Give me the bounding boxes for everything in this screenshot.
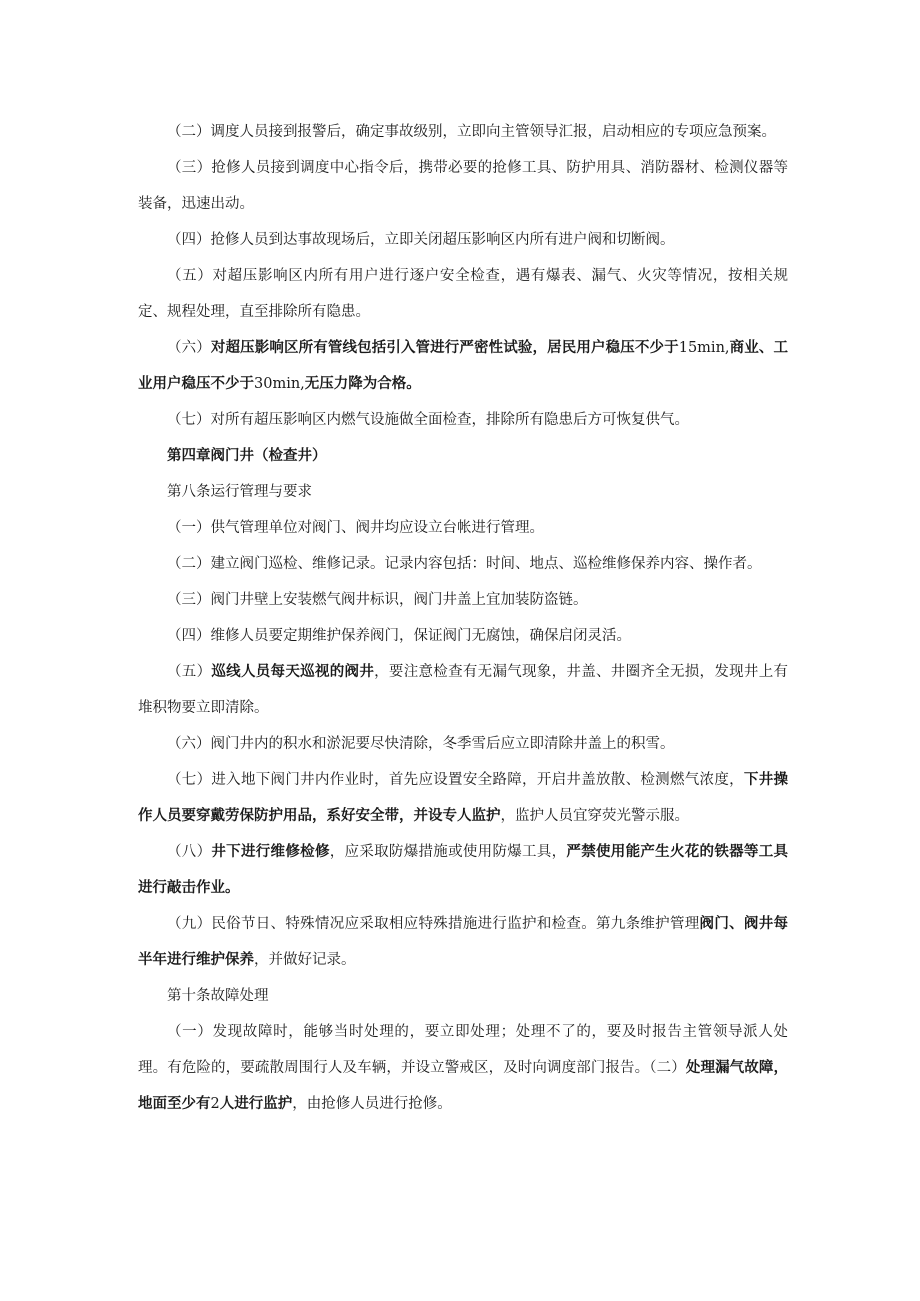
paragraph-emergency-plan: （二）调度人员接到报警后，确定事故级别，立即向主管领导汇报，启动相应的专项应急预案。	[167, 124, 776, 140]
paragraph-fault-handling: （一）发现故障时，能够当时处理的，要立即处理；处理不了的，要及时报告主管领导派人处理。有危险的，要疏散周围行人及车辆，并设立警戒区，及时向调度部门报告。（二）处理漏气故障，地面至少有2人进行监护，由抢修人员进行抢修。	[138, 1024, 789, 1112]
paragraph-close-valves: （四）抢修人员到达事故现场后，立即关闭超压影响区内所有进户阀和切断阀。	[167, 232, 675, 248]
paragraph-well-marking: （三）阀门井壁上安装燃气阀井标识，阀门井盖上宜加装防盗链。	[167, 592, 588, 608]
paragraph-tightness-test: （六）对超压影响区所有管线包括引入管进行严密性试验，居民用户稳压不少于15min,商业、工业用户稳压不少于30min,无压力降为合格。	[138, 339, 789, 392]
paragraph-explosion-proof: （八）井下进行维修检修，应采取防爆措施或使用防爆工具，严禁使用能产生火花的铁器等工具进行敲击作业。	[138, 843, 789, 896]
paragraph-underground-work: （七）进入地下阀门井内作业时，首先应设置安全路障，开启井盖放散、检测燃气浓度，下井操作人员要穿戴劳保防护用品，系好安全带，并设专人监护，监护人员宜穿荧光警示服。	[138, 771, 789, 824]
paragraph-valve-maintenance: （四）维修人员要定期维护保养阀门，保证阀门无腐蚀，确保启闭灵活。	[167, 628, 631, 644]
paragraph-water-removal: （六）阀门井内的积水和淤泥要尽快清除，冬季雪后应立即清除井盖上的积雪。	[167, 736, 675, 752]
chapter-heading: 第四章阀门井（检查井）	[167, 447, 327, 464]
paragraph-holiday-monitoring: （九）民俗节日、特殊情况应采取相应特殊措施进行监护和检查。第九条维护管理阀门、阀井每半年进行维护保养，并做好记录。	[138, 915, 789, 968]
paragraph-daily-patrol: （五）巡线人员每天巡视的阀井，要注意检查有无漏气现象，井盖、井圈齐全无损，发现井上有堆积物要立即清除。	[138, 663, 789, 716]
paragraph-household-check: （五）对超压影响区内所有用户进行逐户安全检查，遇有爆表、漏气、火灾等情况，按相关规定、规程处理，直至排除所有隐患。	[138, 268, 788, 320]
article-heading-8: 第八条运行管理与要求	[167, 484, 312, 500]
paragraph-repair-dispatch: （三）抢修人员接到调度中心指令后，携带必要的抢修工具、防护用具、消防器材、检测仪器等装备，迅速出动。	[138, 160, 788, 212]
article-heading-10: 第十条故障处理	[167, 988, 269, 1004]
paragraph-inspection-records: （二）建立阀门巡检、维修记录。记录内容包括：时间、地点、巡检维修保养内容、操作者。	[167, 556, 762, 572]
document-body	[138, 114, 788, 1122]
paragraph-ledger: （一）供气管理单位对阀门、阀井均应设立台帐进行管理。	[167, 520, 544, 536]
paragraph-restore-supply: （七）对所有超压影响区内燃气设施做全面检查，排除所有隐患后方可恢复供气。	[167, 412, 689, 428]
